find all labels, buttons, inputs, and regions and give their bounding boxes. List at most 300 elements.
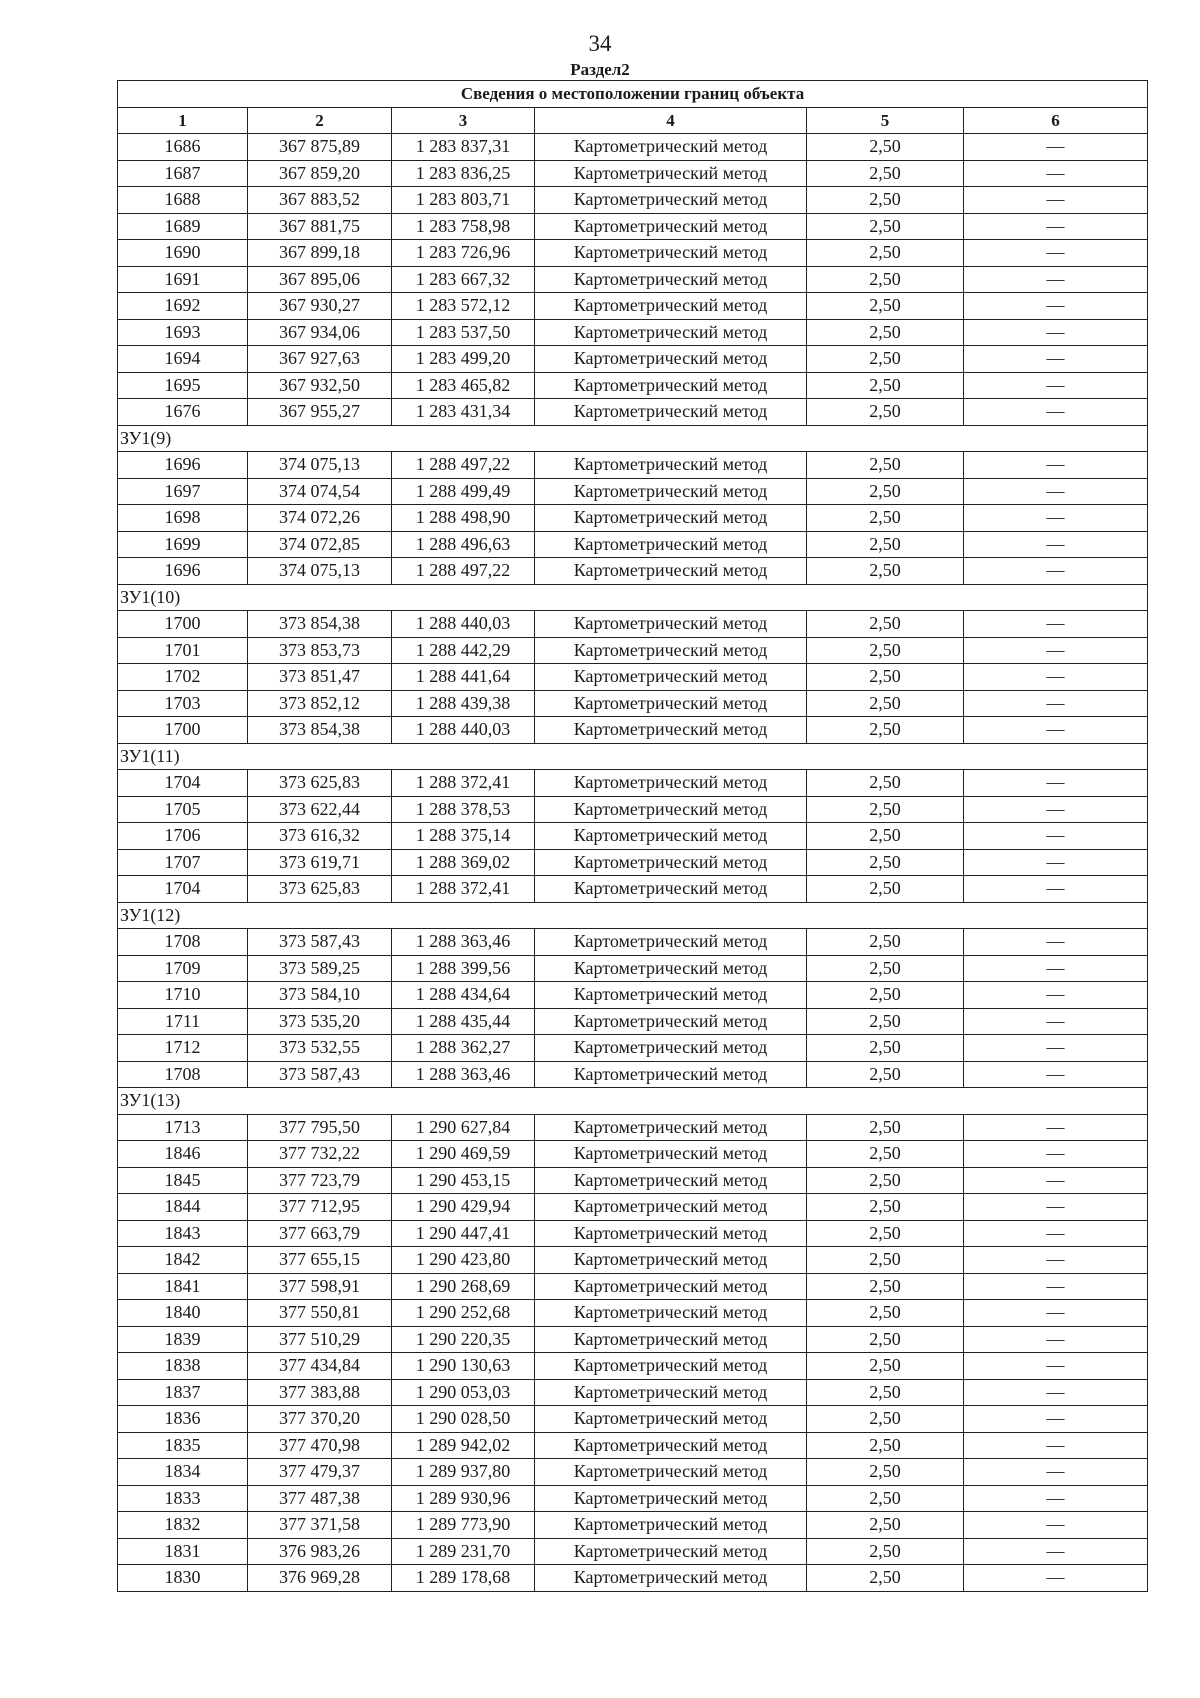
table-cell: Картометрический метод	[535, 1300, 807, 1327]
table-cell: 1 283 499,20	[392, 346, 535, 373]
table-cell: 2,50	[807, 1353, 964, 1380]
table-cell: 373 619,71	[248, 849, 392, 876]
table-row	[118, 1167, 1148, 1194]
table-cell: 1688	[118, 187, 248, 214]
table-cell: —	[964, 346, 1148, 373]
table-cell: 1841	[118, 1273, 248, 1300]
table-cell: Картометрический метод	[535, 1538, 807, 1565]
table-cell: 1704	[118, 876, 248, 903]
table-cell: 1700	[118, 611, 248, 638]
table-row	[118, 134, 1148, 161]
table-cell: —	[964, 982, 1148, 1009]
group-label-row	[118, 1088, 1148, 1115]
table-cell: 2,50	[807, 1194, 964, 1221]
table-cell: Картометрический метод	[535, 160, 807, 187]
table-row	[118, 690, 1148, 717]
table-row	[118, 876, 1148, 903]
table-cell: Картометрический метод	[535, 637, 807, 664]
table-cell: Картометрический метод	[535, 1008, 807, 1035]
group-label-row	[118, 902, 1148, 929]
table-cell: 1695	[118, 372, 248, 399]
table-cell: 2,50	[807, 372, 964, 399]
table-cell: 2,50	[807, 1114, 964, 1141]
table-cell: Картометрический метод	[535, 1512, 807, 1539]
table-cell: Картометрический метод	[535, 876, 807, 903]
table-cell: 374 072,26	[248, 505, 392, 532]
column-header: 5	[807, 107, 964, 134]
table-cell: 377 510,29	[248, 1326, 392, 1353]
table-cell: 1 288 363,46	[392, 929, 535, 956]
table-cell: Картометрический метод	[535, 240, 807, 267]
table-cell: 373 852,12	[248, 690, 392, 717]
table-cell: 1692	[118, 293, 248, 320]
table-cell: —	[964, 1459, 1148, 1486]
table-cell: 1704	[118, 770, 248, 797]
table-cell: Картометрический метод	[535, 346, 807, 373]
table-cell: 373 854,38	[248, 611, 392, 638]
table-cell: Картометрический метод	[535, 134, 807, 161]
table-cell: 367 883,52	[248, 187, 392, 214]
table-cell: Картометрический метод	[535, 664, 807, 691]
table-cell: 2,50	[807, 1485, 964, 1512]
table-cell: 1 288 439,38	[392, 690, 535, 717]
boundary-coordinates-table	[117, 80, 1148, 1592]
table-cell: 1 290 627,84	[392, 1114, 535, 1141]
table-row	[118, 823, 1148, 850]
table-cell: 1 290 447,41	[392, 1220, 535, 1247]
table-cell: 1 289 930,96	[392, 1485, 535, 1512]
column-header: 4	[535, 107, 807, 134]
table-cell: 2,50	[807, 266, 964, 293]
table-cell: 377 434,84	[248, 1353, 392, 1380]
table-cell: Картометрический метод	[535, 213, 807, 240]
table-cell: 1 283 465,82	[392, 372, 535, 399]
table-cell: 2,50	[807, 637, 964, 664]
table-row	[118, 505, 1148, 532]
table-cell: 376 969,28	[248, 1565, 392, 1592]
table-cell: 1 283 726,96	[392, 240, 535, 267]
table-cell: Картометрический метод	[535, 717, 807, 744]
table-cell: 1 290 469,59	[392, 1141, 535, 1168]
table-cell: 2,50	[807, 611, 964, 638]
table-cell: 2,50	[807, 823, 964, 850]
table-cell: —	[964, 1485, 1148, 1512]
table-cell: 373 853,73	[248, 637, 392, 664]
table-body	[118, 134, 1148, 1592]
table-cell: Картометрический метод	[535, 372, 807, 399]
table-cell: 1698	[118, 505, 248, 532]
table-row	[118, 1008, 1148, 1035]
table-cell: —	[964, 399, 1148, 426]
table-row	[118, 1406, 1148, 1433]
table-row	[118, 319, 1148, 346]
table-cell: —	[964, 1220, 1148, 1247]
table-cell: —	[964, 505, 1148, 532]
table-cell: 1700	[118, 717, 248, 744]
table-cell: 1 288 441,64	[392, 664, 535, 691]
table-cell: 1 290 130,63	[392, 1353, 535, 1380]
table-row	[118, 1565, 1148, 1592]
table-cell: 1710	[118, 982, 248, 1009]
table-cell: —	[964, 1379, 1148, 1406]
table-cell: 374 075,13	[248, 452, 392, 479]
table-cell: 2,50	[807, 1035, 964, 1062]
table-cell: 377 370,20	[248, 1406, 392, 1433]
table-row	[118, 266, 1148, 293]
column-header: 6	[964, 107, 1148, 134]
table-cell: 2,50	[807, 531, 964, 558]
table-cell: 377 470,98	[248, 1432, 392, 1459]
table-cell: Картометрический метод	[535, 558, 807, 585]
table-cell: 1832	[118, 1512, 248, 1539]
table-cell: 377 663,79	[248, 1220, 392, 1247]
table-cell: Картометрический метод	[535, 1141, 807, 1168]
table-cell: Картометрический метод	[535, 399, 807, 426]
section-title: Раздел2	[570, 60, 630, 79]
table-cell: 2,50	[807, 849, 964, 876]
table-cell: —	[964, 1061, 1148, 1088]
table-cell: 2,50	[807, 1220, 964, 1247]
table-row	[118, 1432, 1148, 1459]
table-cell: 1 288 442,29	[392, 637, 535, 664]
table-cell: 373 532,55	[248, 1035, 392, 1062]
table-cell: —	[964, 1406, 1148, 1433]
table-cell: 367 934,06	[248, 319, 392, 346]
table-cell: 1 288 440,03	[392, 717, 535, 744]
table-cell: 1 288 498,90	[392, 505, 535, 532]
table-cell: 367 875,89	[248, 134, 392, 161]
table-row	[118, 1194, 1148, 1221]
table-cell: 2,50	[807, 1406, 964, 1433]
table-cell: —	[964, 1565, 1148, 1592]
table-cell: 2,50	[807, 1538, 964, 1565]
table-cell: 1 290 028,50	[392, 1406, 535, 1433]
table-cell: 1702	[118, 664, 248, 691]
table-cell: 1830	[118, 1565, 248, 1592]
table-row	[118, 1114, 1148, 1141]
table-row	[118, 717, 1148, 744]
table-cell: —	[964, 240, 1148, 267]
table-row	[118, 346, 1148, 373]
table-cell: Картометрический метод	[535, 1432, 807, 1459]
table-cell: 1 283 537,50	[392, 319, 535, 346]
table-cell: —	[964, 160, 1148, 187]
table-cell: 2,50	[807, 1300, 964, 1327]
table-cell: 2,50	[807, 982, 964, 1009]
table-cell: 377 795,50	[248, 1114, 392, 1141]
table-cell: 2,50	[807, 187, 964, 214]
table-cell: 1 283 572,12	[392, 293, 535, 320]
table-row	[118, 1459, 1148, 1486]
table-cell: 2,50	[807, 1141, 964, 1168]
table-cell: 1708	[118, 929, 248, 956]
table-cell: 1 289 937,80	[392, 1459, 535, 1486]
table-cell: 373 535,20	[248, 1008, 392, 1035]
table-cell: 377 371,58	[248, 1512, 392, 1539]
table-cell: 1 288 399,56	[392, 955, 535, 982]
table-cell: —	[964, 1167, 1148, 1194]
group-label: ЗУ1(13)	[118, 1088, 1148, 1115]
table-cell: —	[964, 319, 1148, 346]
table-cell: 2,50	[807, 478, 964, 505]
table-cell: 373 625,83	[248, 770, 392, 797]
table-cell: 1846	[118, 1141, 248, 1168]
table-cell: Картометрический метод	[535, 770, 807, 797]
table-row	[118, 240, 1148, 267]
table-cell: Картометрический метод	[535, 1061, 807, 1088]
table-cell: 373 622,44	[248, 796, 392, 823]
table-row	[118, 531, 1148, 558]
table-cell: 1 288 497,22	[392, 452, 535, 479]
table-row	[118, 1300, 1148, 1327]
table-cell: 1844	[118, 1194, 248, 1221]
table-cell: Картометрический метод	[535, 1326, 807, 1353]
table-row	[118, 558, 1148, 585]
table-row	[118, 1512, 1148, 1539]
table-cell: —	[964, 796, 1148, 823]
table-cell: Картометрический метод	[535, 982, 807, 1009]
table-cell: 1 288 435,44	[392, 1008, 535, 1035]
table-cell: 1 290 423,80	[392, 1247, 535, 1274]
table-cell: 1845	[118, 1167, 248, 1194]
table-cell: Картометрический метод	[535, 531, 807, 558]
table-cell: 2,50	[807, 690, 964, 717]
table-cell: 373 589,25	[248, 955, 392, 982]
table-cell: 1707	[118, 849, 248, 876]
table-cell: —	[964, 266, 1148, 293]
table-cell: 373 584,10	[248, 982, 392, 1009]
table-row	[118, 637, 1148, 664]
table-cell: 377 598,91	[248, 1273, 392, 1300]
column-header-row	[118, 107, 1148, 134]
table-cell: —	[964, 213, 1148, 240]
table-row	[118, 1353, 1148, 1380]
table-cell: 367 930,27	[248, 293, 392, 320]
table-cell: —	[964, 1326, 1148, 1353]
table-row	[118, 1247, 1148, 1274]
table-cell: —	[964, 134, 1148, 161]
table-cell: 2,50	[807, 1008, 964, 1035]
group-label: ЗУ1(10)	[118, 584, 1148, 611]
table-cell: 2,50	[807, 1432, 964, 1459]
table-row	[118, 982, 1148, 1009]
table-cell: 1 283 837,31	[392, 134, 535, 161]
table-cell: 1689	[118, 213, 248, 240]
table-cell: 1 288 499,49	[392, 478, 535, 505]
table-cell: —	[964, 823, 1148, 850]
table-cell: 1835	[118, 1432, 248, 1459]
table-cell: —	[964, 372, 1148, 399]
table-cell: 1 288 496,63	[392, 531, 535, 558]
table-cell: Картометрический метод	[535, 1273, 807, 1300]
table-caption: Сведения о местоположении границ объекта	[118, 81, 1148, 108]
table-cell: 2,50	[807, 505, 964, 532]
table-cell: 377 712,95	[248, 1194, 392, 1221]
table-row	[118, 1379, 1148, 1406]
table-cell: 377 479,37	[248, 1459, 392, 1486]
group-label-row	[118, 743, 1148, 770]
table-cell: 2,50	[807, 1273, 964, 1300]
table-cell: 1842	[118, 1247, 248, 1274]
table-cell: 1834	[118, 1459, 248, 1486]
column-header: 3	[392, 107, 535, 134]
table-cell: 1713	[118, 1114, 248, 1141]
table-cell: 1708	[118, 1061, 248, 1088]
table-cell: —	[964, 929, 1148, 956]
table-cell: 377 732,22	[248, 1141, 392, 1168]
table-cell: 1 290 453,15	[392, 1167, 535, 1194]
table-cell: Картометрический метод	[535, 1247, 807, 1274]
table-cell: 2,50	[807, 796, 964, 823]
table-row	[118, 1141, 1148, 1168]
table-cell: Картометрический метод	[535, 293, 807, 320]
table-cell: —	[964, 187, 1148, 214]
table-cell: —	[964, 611, 1148, 638]
table-cell: 1697	[118, 478, 248, 505]
table-cell: 1 283 431,34	[392, 399, 535, 426]
group-label-row	[118, 425, 1148, 452]
table-cell: 2,50	[807, 929, 964, 956]
table-cell: 1833	[118, 1485, 248, 1512]
table-cell: —	[964, 1035, 1148, 1062]
table-cell: —	[964, 1273, 1148, 1300]
table-cell: 2,50	[807, 1379, 964, 1406]
table-cell: 2,50	[807, 240, 964, 267]
table-cell: Картометрический метод	[535, 690, 807, 717]
table-cell: 1 288 363,46	[392, 1061, 535, 1088]
table-cell: 1 288 362,27	[392, 1035, 535, 1062]
table-row	[118, 1273, 1148, 1300]
table-cell: —	[964, 849, 1148, 876]
table-cell: 1 288 372,41	[392, 876, 535, 903]
table-row	[118, 849, 1148, 876]
table-cell: Картометрический метод	[535, 1379, 807, 1406]
table-cell: —	[964, 478, 1148, 505]
table-cell: 367 927,63	[248, 346, 392, 373]
table-cell: 1 288 497,22	[392, 558, 535, 585]
table-cell: 2,50	[807, 1167, 964, 1194]
table-cell: 373 851,47	[248, 664, 392, 691]
group-label: ЗУ1(9)	[118, 425, 1148, 452]
page-number: 34	[588, 31, 612, 56]
table-cell: 1 283 836,25	[392, 160, 535, 187]
table-cell: 2,50	[807, 134, 964, 161]
table-cell: 377 550,81	[248, 1300, 392, 1327]
table-row	[118, 770, 1148, 797]
table-cell: 1 290 429,94	[392, 1194, 535, 1221]
table-cell: —	[964, 1008, 1148, 1035]
table-cell: Картометрический метод	[535, 1035, 807, 1062]
table-cell: 1686	[118, 134, 248, 161]
table-row	[118, 213, 1148, 240]
table-cell: Картометрический метод	[535, 1220, 807, 1247]
table-row	[118, 611, 1148, 638]
table-cell: 1 283 803,71	[392, 187, 535, 214]
table-row	[118, 399, 1148, 426]
table-cell: 2,50	[807, 1247, 964, 1274]
table-cell: 2,50	[807, 1459, 964, 1486]
table-cell: 1838	[118, 1353, 248, 1380]
table-cell: 377 487,38	[248, 1485, 392, 1512]
table-cell: Картометрический метод	[535, 266, 807, 293]
table-cell: 1 290 220,35	[392, 1326, 535, 1353]
table-row	[118, 372, 1148, 399]
table-cell: 367 859,20	[248, 160, 392, 187]
table-cell: 1706	[118, 823, 248, 850]
table-cell: 367 899,18	[248, 240, 392, 267]
table-cell: 373 616,32	[248, 823, 392, 850]
table-cell: 1709	[118, 955, 248, 982]
table-cell: 367 881,75	[248, 213, 392, 240]
table-cell: Картометрический метод	[535, 929, 807, 956]
table-cell: —	[964, 717, 1148, 744]
table-cell: 1687	[118, 160, 248, 187]
table-cell: —	[964, 637, 1148, 664]
table-cell: 1 288 372,41	[392, 770, 535, 797]
table-cell: Картометрический метод	[535, 452, 807, 479]
table-cell: Картометрический метод	[535, 478, 807, 505]
table-cell: Картометрический метод	[535, 319, 807, 346]
table-row	[118, 1220, 1148, 1247]
table-cell: 1831	[118, 1538, 248, 1565]
table-row	[118, 1485, 1148, 1512]
table-cell: 1 288 375,14	[392, 823, 535, 850]
table-cell: 1 290 252,68	[392, 1300, 535, 1327]
table-cell: 2,50	[807, 399, 964, 426]
table-cell: 2,50	[807, 160, 964, 187]
table-cell: 1 289 231,70	[392, 1538, 535, 1565]
table-cell: Картометрический метод	[535, 611, 807, 638]
table-cell: 1712	[118, 1035, 248, 1062]
table-cell: 2,50	[807, 770, 964, 797]
table-cell: 1 289 178,68	[392, 1565, 535, 1592]
table-cell: 1 288 440,03	[392, 611, 535, 638]
table-cell: 1 288 434,64	[392, 982, 535, 1009]
table-cell: —	[964, 1141, 1148, 1168]
table-cell: 1 283 758,98	[392, 213, 535, 240]
table-cell: Картометрический метод	[535, 823, 807, 850]
table-cell: Картометрический метод	[535, 1565, 807, 1592]
table-cell: 1 288 378,53	[392, 796, 535, 823]
table-cell: 373 587,43	[248, 929, 392, 956]
table-cell: 1701	[118, 637, 248, 664]
table-cell: —	[964, 293, 1148, 320]
table-cell: 1 290 053,03	[392, 1379, 535, 1406]
table-cell: 377 655,15	[248, 1247, 392, 1274]
table-cell: —	[964, 1512, 1148, 1539]
table-cell: —	[964, 1300, 1148, 1327]
table-cell: 2,50	[807, 293, 964, 320]
table-cell: 373 587,43	[248, 1061, 392, 1088]
table-row	[118, 1538, 1148, 1565]
column-header: 2	[248, 107, 392, 134]
table-cell: 367 932,50	[248, 372, 392, 399]
table-cell: Картометрический метод	[535, 1485, 807, 1512]
table-cell: 367 955,27	[248, 399, 392, 426]
table-cell: 1839	[118, 1326, 248, 1353]
table-cell: 374 074,54	[248, 478, 392, 505]
table-cell: 1694	[118, 346, 248, 373]
table-cell: 1836	[118, 1406, 248, 1433]
table-cell: 2,50	[807, 558, 964, 585]
table-cell: 373 854,38	[248, 717, 392, 744]
table-cell: 2,50	[807, 1565, 964, 1592]
table-cell: 1691	[118, 266, 248, 293]
table-cell: —	[964, 558, 1148, 585]
table-cell: —	[964, 664, 1148, 691]
table-cell: —	[964, 876, 1148, 903]
table-cell: 374 075,13	[248, 558, 392, 585]
